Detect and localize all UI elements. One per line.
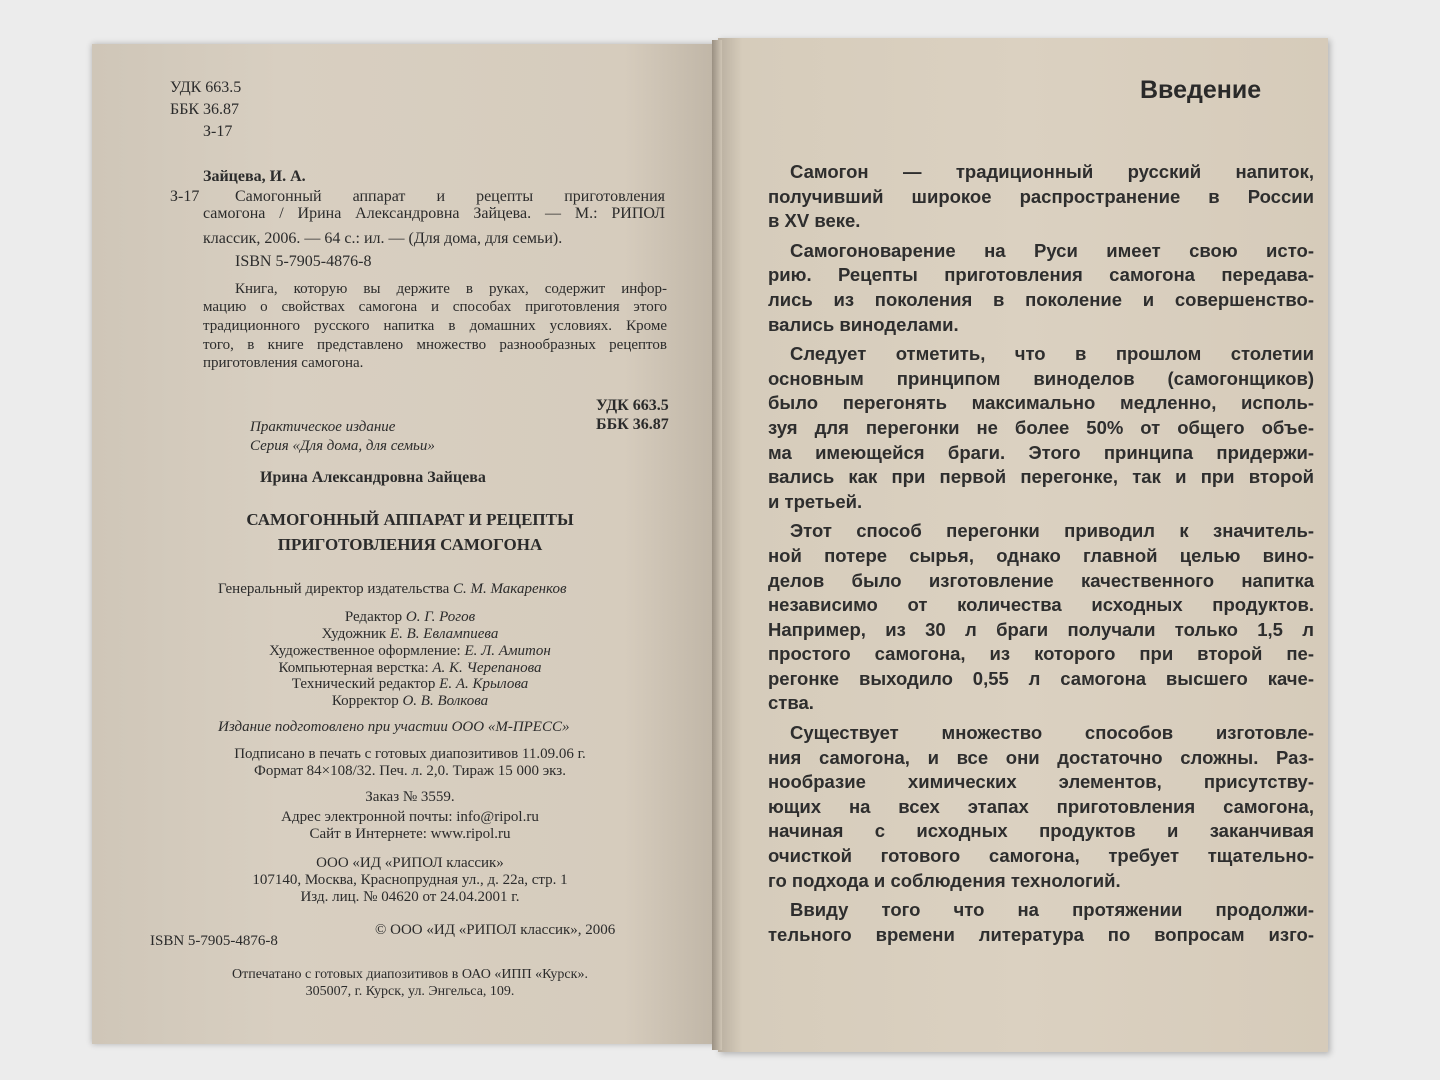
paragraph — [768, 160, 1314, 234]
annotation-line: традиционного русского напитка в домашних условиях. Кроме — [203, 318, 667, 334]
text-line: ющих на всех этапах приготовления самогона, — [768, 795, 1314, 817]
director — [218, 580, 567, 598]
paragraph — [768, 519, 1314, 716]
text-line: рию. Рецепты приготовления самогона передава- — [768, 264, 1314, 286]
author-full-name: Ирина Александровна Зайцева — [260, 469, 486, 486]
text-line: зуя для перегонки не более 50% от общего объе- — [768, 416, 1314, 438]
author-mark-side: З-17 — [170, 188, 200, 205]
text-line: Самогоноварение на Руси имеет свою исто- — [790, 239, 1314, 261]
text-line: лись из поколения в поколение и совершенство- — [768, 288, 1314, 310]
book-title-line: ПРИГОТОВЛЕНИЯ САМОГОНА — [277, 535, 543, 554]
book-spine — [712, 40, 722, 1050]
text-line: было перегонять максимально медленно, исполь- — [768, 392, 1314, 414]
text-line: Ввиду того что на протяжении продолжи- — [790, 899, 1314, 921]
credit-line: Корректор О. В. Волкова — [331, 693, 489, 709]
text-line: тельного времени литература по вопросам изго- — [768, 923, 1314, 945]
director-name: С. М. Макаренков — [453, 581, 567, 597]
biblio-line: самогона / Ирина Александровна Зайцева. — М.: РИПОЛ — [203, 205, 665, 222]
biblio-line: Самогонный аппарат и рецепты приготовления — [235, 188, 665, 205]
text-line: основным принципом виноделов (самогонщиков) — [768, 367, 1314, 389]
credit-line: Технический редактор Е. А. Крылова — [291, 676, 529, 692]
publisher: ООО «ИД «РИПОЛ классик» — [316, 855, 504, 871]
text-line: независимо от количества исходных продуктов. — [768, 594, 1314, 616]
biblio-line: классик, 2006. — 64 с.: ил. — (Для дома, для семьи). — [203, 230, 563, 247]
text-line: вались как при первой перегонке, так и при второй — [768, 466, 1314, 488]
printer-address: 305007, г. Курск, ул. Энгельса, 109. — [305, 984, 515, 999]
credit-line: Компьютерная верстка: А. К. Черепанова — [278, 660, 542, 676]
text-line: очисткой готового самогона, требует тщательно- — [768, 845, 1314, 867]
chapter-body — [768, 160, 1314, 952]
credit-line: Редактор О. Г. Рогов — [344, 609, 476, 625]
copyright: © ООО «ИД «РИПОЛ классик», 2006 — [375, 922, 616, 938]
website: Сайт в Интернете: www.ripol.ru — [309, 826, 511, 842]
order-number: Заказ № 3559. — [365, 789, 455, 805]
text-line: Следует отметить, что в прошлом столетии — [790, 343, 1314, 365]
director-label: Генеральный директор издательства — [218, 581, 450, 597]
text-line: го подхода и соблюдения технологий. — [768, 869, 1121, 891]
text-line: делов было изготовление качественного напитка — [768, 569, 1314, 591]
annotation-line: того, в книге представлено множество разнообразных рецептов — [203, 337, 667, 353]
text-line: регонке выходило 0,55 л самогона высшего каче- — [768, 667, 1314, 689]
text-line: начиная с исходных продуктов и заканчивая — [768, 820, 1314, 842]
license: Изд. лиц. № 04620 от 24.04.2001 г. — [300, 889, 520, 905]
paragraph — [768, 721, 1314, 893]
chapter-heading: Введение — [1140, 76, 1262, 104]
isbn-bottom: ISBN 5-7905-4876-8 — [150, 933, 278, 949]
isbn: ISBN 5-7905-4876-8 — [235, 253, 372, 270]
text-line: Самогон — традиционный русский напиток, — [790, 161, 1314, 182]
signed-note: Подписано в печать с готовых диапозитивов 11.09.06 г. — [234, 746, 586, 762]
credit-line: Художественное оформление: Е. Л. Амитон — [269, 643, 551, 659]
text-line: Этот способ перегонки приводил к значитель- — [790, 520, 1314, 542]
udk-code-right: УДК 663.5 — [596, 397, 669, 414]
text-line: простого самогона, из которого при второй пе- — [768, 643, 1314, 665]
bbk-code-right: ББК 36.87 — [596, 416, 669, 433]
paragraph — [768, 239, 1314, 337]
udk-code: УДК 663.5 — [170, 79, 242, 96]
text-line: получивший широкое распространение в России — [768, 185, 1314, 207]
text-line: и третьей. — [768, 490, 863, 512]
text-line: Например, из 30 л браги получали только 1,5 л — [768, 618, 1314, 640]
text-line: ния самогона, и все они достаточно сложны. Раз- — [768, 746, 1314, 768]
text-line: Существует множество способов изготовле- — [790, 722, 1314, 744]
author-heading: Зайцева, И. А. — [203, 168, 306, 185]
email: Адрес электронной почты: info@ripol.ru — [281, 809, 539, 825]
credit-line: Художник Е. В. Евлампиева — [321, 626, 499, 642]
paragraph — [768, 898, 1314, 947]
publisher-address: 107140, Москва, Краснопрудная ул., д. 22а, стр. 1 — [252, 872, 568, 888]
text-line: нообразие химических элементов, присутству- — [768, 771, 1314, 793]
annotation-line: Книга, которую вы держите в руках, содержит инфор- — [235, 281, 667, 297]
text-line: ной потере сырья, однако главной целью вино- — [768, 544, 1314, 566]
text-line: в XV веке. — [768, 210, 861, 232]
author-mark: З-17 — [203, 123, 233, 140]
format-note: Формат 84×108/32. Печ. л. 2,0. Тираж 15 000 экз. — [254, 763, 566, 779]
annotation-line: приготовления самогона. — [203, 355, 364, 371]
text-line: вались виноделами. — [768, 313, 959, 335]
edition-type: Практическое издание — [250, 419, 396, 435]
text-line: ма имеющейся браги. Этого принципа придержи- — [768, 441, 1314, 463]
text-line: ства. — [768, 692, 814, 714]
prepared-note: Издание подготовлено при участии ООО «М-ПРЕСС» — [218, 719, 570, 735]
annotation-line: мацию о свойствах самогона и способах приготовления этого — [203, 299, 667, 315]
series: Серия «Для дома, для семьи» — [250, 438, 435, 454]
paragraph — [768, 342, 1314, 514]
bbk-code: ББК 36.87 — [170, 101, 240, 118]
printed-note: Отпечатано с готовых диапозитивов в ОАО «ИПП «Курск». — [232, 967, 588, 982]
book-title-line: САМОГОННЫЙ АППАРАТ И РЕЦЕПТЫ — [246, 510, 574, 529]
